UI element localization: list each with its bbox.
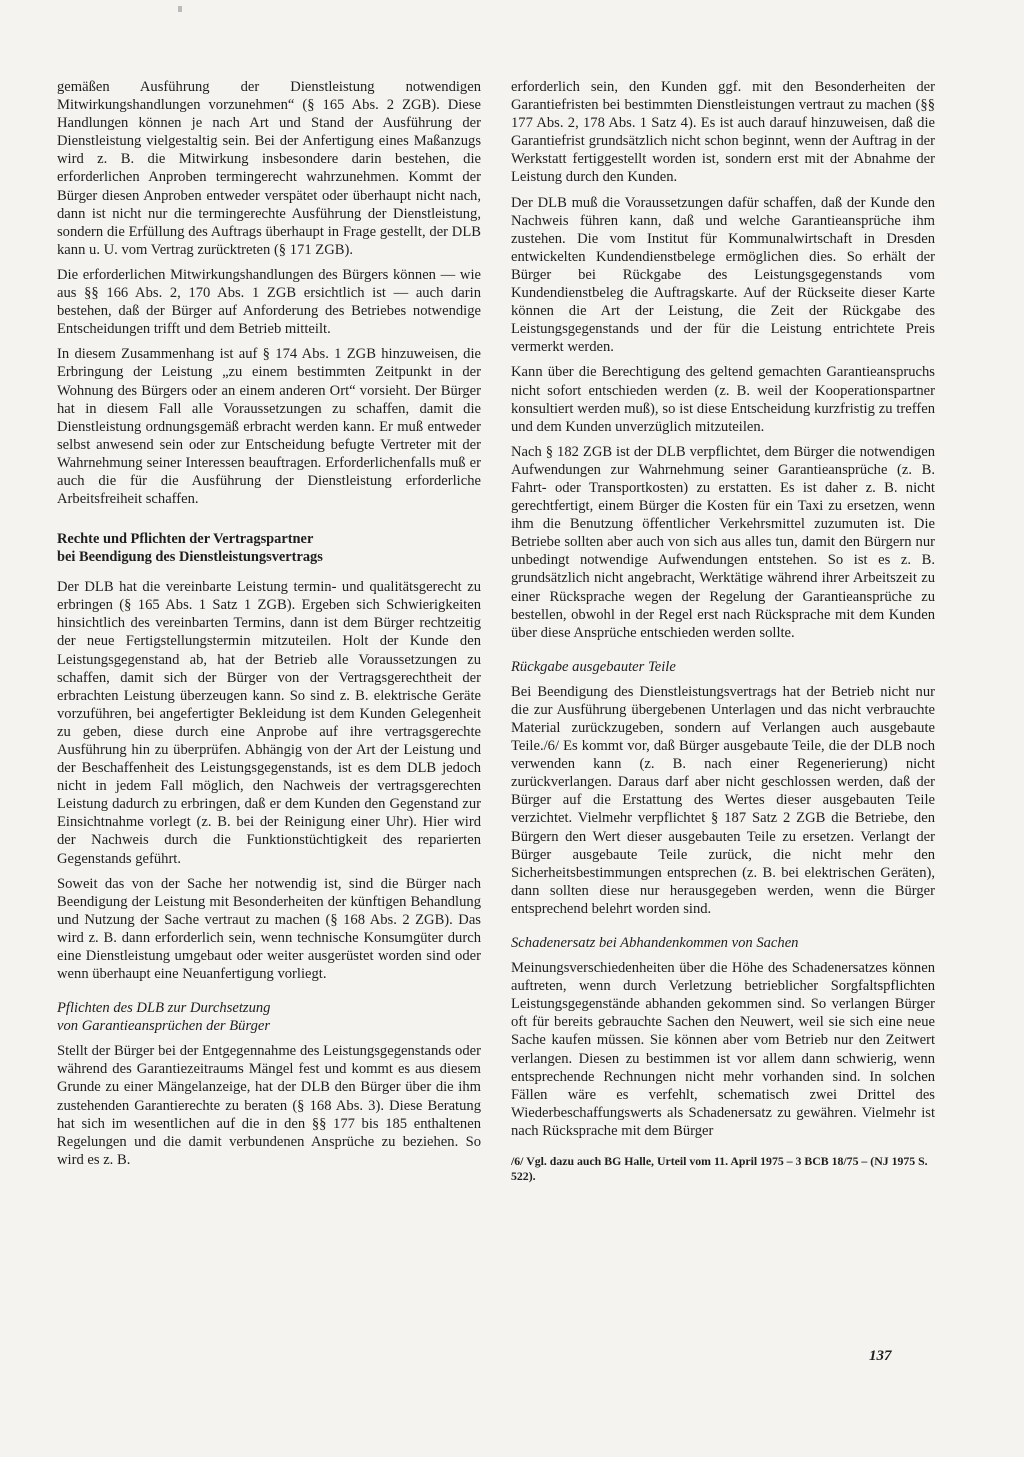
paragraph: Der DLB hat die vereinbarte Leistung termin- und qualitätsgerecht zu erbringen (§ 165 Abs. 1 Satz 1 ZGB). Ergeben sich Schwierigkeiten hinsichtlich des vereinbarten Termins, dann ist dem Bürger rechtzeitig der neue Fertigstellungstermin mitzuteilen. Holt der Kunde den Leistungsgegenstand ab, hat der Betrieb alle Voraussetzungen zu schaffen, damit sich der Bürger von der Vertragsgerechtheit der erbrachten Leistung überzeugen kann. So sind z. B. elektrische Geräte vorzuführen, bei angefertigter Bekleidung ist dem Kunden Gelegenheit zu geben, diese durch eine Anprobe auf ihre vertragsgerechte Ausführung hin zu überprüfen. Abhängig von der Art der Leistung und der Beschaffenheit des Leistungsgegenstands, ist es dem DLB jedoch nicht in jedem Fall möglich, den Nachweis der vertragsgerechten Leistung dadurch zu erbringen, daß er dem Kunden den Gegenstand zur Einsichtnahme vorlegt (z. B. bei der Reinigung einer Uhr). Hier wird der Nachweis durch die Funktionstüchtigkeit des reparierten Gegenstands geführt. bbox=[57, 579, 481, 867]
subsection-heading: Rückgabe ausgebauter Teile bbox=[511, 658, 676, 675]
subsection-heading bbox=[57, 999, 481, 1035]
paragraph: Kann über die Berechtigung des geltend gemachten Garantieanspruchs nicht sofort entschieden werden (z. B. weil der Kooperationspartner konsultiert werden muß), so ist diese Entscheidung kurzfristig zu treffen und dem Kunden unverzüglich mitzuteilen. bbox=[511, 364, 935, 435]
subsection-heading: Schadenersatz bei Abhandenkommen von Sachen bbox=[511, 935, 799, 952]
page-number: 137 bbox=[869, 1348, 892, 1364]
subsection-heading-line-2: von Garantieansprüchen der Bürger bbox=[57, 1018, 271, 1035]
paragraph: Soweit das von der Sache her notwendig ist, sind die Bürger nach Beendigung der Leistung mit Besonderheiten der künftigen Behandlung und Nutzung der Sache vertraut zu machen (§ 168 Abs. 2 ZGB). Das wird z. B. dann erforderlich sein, wenn technische Konsumgüter durch eine Dienstleistung umgebaut oder weiter ausgerüstet worden sind oder wenn überhaupt eine Neuanfertigung vorliegt. bbox=[57, 875, 481, 983]
right-column bbox=[511, 78, 935, 1184]
section-heading bbox=[57, 530, 481, 566]
paragraph: erforderlich sein, den Kunden ggf. mit den Besonderheiten der Garantiefristen bei bestimmten Dienstleistungen vertraut zu machen (§§ 177 Abs. 2, 178 Abs. 1 Satz 4). Es ist auch darauf hinzuweisen, daß die Garantiefrist grundsätzlich nicht schon beginnt, wenn der Auftrag in der Werkstatt fertiggestellt worden ist, sondern erst mit der Abnahme der Leistung durch den Kunden. bbox=[511, 79, 935, 186]
scan-artifact bbox=[178, 6, 182, 12]
paragraph: Bei Beendigung des Dienstleistungsvertrags hat der Betrieb nicht nur die zur Ausführung übergebenen Unterlagen und das nicht verbrauchte Material zurückzugeben, sondern auf Verlangen auch ausgebaute Teile./6/ Es kommt vor, daß Bürger ausgebaute Teile, die der DLB noch verwenden kann (z. B. nach einer Regenerierung) nicht zurückverlangen. Daraus darf aber nicht geschlossen werden, daß der Bürger auf die Erstattung des Wertes dieser ausgebauten Teile verzichtet. Vielmehr verpflichtet § 187 Satz 2 ZGB die Betriebe, den Bürgern den Wert dieser ausgebauten Teile zu ersetzen. Verlangt der Bürger ausgebaute Teile zurück, die nicht mehr den Sicherheitsbestimmungen entsprechen (z. B. bei elektrischen Geräten), dann sollten diese nur herausgegeben werden, wenn die Bürger entsprechend belehrt worden sind. bbox=[511, 683, 935, 917]
paragraph: Stellt der Bürger bei der Entgegennahme des Leistungsgegenstands oder während des Garantiezeitraums Mängel fest und kommt es aus diesem Grunde zu einer Mängelanzeige, hat der DLB den Bürger über die ihm zustehenden Garantierechte zu beraten (§ 168 Abs. 3). Diese Beratung hat sich im wesentlichen auf die in den §§ 177 bis 185 enthaltenen Regelungen und die damit verbundenen Ansprüche zu beziehen. So wird es z. B. bbox=[57, 1043, 481, 1168]
paragraph: Der DLB muß die Voraussetzungen dafür schaffen, daß der Kunde den Nachweis führen kann, daß und welche Garantieansprüche ihm zustehen. Die vom Institut für Kommunalwirtschaft in Dresden entwickelten Kundendienstbelege ermöglichen dies. So erhält der Bürger bei Rückgabe des Leistungsgegenstands vom Kundendienstbeleg die Auftragskarte. Auf der Rückseite dieser Karte können die Art der Leistung, die Zeit der Rückgabe des Leistungsgegenstands und der für die Leistung entrichtete Preis vermerkt werden. bbox=[511, 194, 935, 356]
section-heading-line-2: bei Beendigung des Dienstleistungsvertrags bbox=[57, 549, 323, 566]
paragraph: gemäßen Ausführung der Dienstleistung notwendigen Mitwirkungshandlungen vorzunehmen“ (§ 165 Abs. 2 ZGB). Diese Handlungen können je nach Art und Stand der Ausführung der Dienstleistung vielgestaltig sein. Bei der Anfertigung eines Maßanzugs wird z. B. die Mitwirkung insbesondere darin bestehen, die erforderlichen Anproben termingerecht wahrzunehmen. Kommt der Bürger diesen Anproben entweder verspätet oder überhaupt nicht nach, dann ist nicht nur die termingerechte Ausführung der Dienstleistung, sondern die Erfüllung des Auftrags überhaupt in Frage gestellt, der DLB kann u. U. vom Vertrag zurücktreten (§ 171 ZGB). bbox=[57, 79, 481, 258]
paragraph: Nach § 182 ZGB ist der DLB verpflichtet, dem Bürger die notwendigen Aufwendungen zur Wahrnehmung seiner Garantieansprüche (z. B. Fahrt- oder Transportkosten) zu erstatten. Es ist daher z. B. nicht gerechtfertigt, einem Bürger die Kosten für ein Taxi zu ersetzen, wenn ihm die Benutzung öffentlicher Verkehrsmittel zuzumuten ist. Die Betriebe sollten aber auch von sich aus alles tun, damit den Bürgern nur unbedingt notwendige Aufwendungen entstehen. So ist es z. B. grundsätzlich nicht angebracht, Werktätige während ihrer Arbeitszeit zu einer Rücksprache wegen der Regelung der Garantieansprüche zu bestellen, obwohl in der Regel erst nach Rücksprache mit dem Kunden über diese Ansprüche entschieden werden sollte. bbox=[511, 443, 935, 641]
subsection-heading-line-1: Pflichten des DLB zur Durchsetzung bbox=[57, 1000, 271, 1017]
left-column bbox=[57, 78, 481, 1176]
paragraph: In diesem Zusammenhang ist auf § 174 Abs. 1 ZGB hinzuweisen, die Erbringung der Leistung „zu einem bestimmten Zeitpunkt in der Wohnung des Bürgers oder an einem anderen Ort“ vorsieht. Der Bürger hat in diesem Fall alle Voraussetzungen zu schaffen, damit die Dienstleistung ordnungsgemäß erbracht werden kann. Er muß entweder selbst anwesend sein oder zur Entscheidung befugte Vertreter mit der Wahrnehmung seiner Interessen beauftragen. Erforderlichenfalls muß er auch die für die Ausführung der Dienstleistung erforderliche Arbeitsfreiheit schaffen. bbox=[57, 346, 481, 508]
section-heading-line-1: Rechte und Pflichten der Vertragspartner bbox=[57, 531, 314, 548]
paragraph: Die erforderlichen Mitwirkungshandlungen des Bürgers können — wie aus §§ 166 Abs. 2, 170 Abs. 1 ZGB ersichtlich ist — auch darin bestehen, daß der Bürger auf Anforderung des Betriebes notwendige Entscheidungen trifft und dem Betrieb mitteilt. bbox=[57, 266, 481, 338]
footnote: /6/ Vgl. dazu auch BG Halle, Urteil vom 11. April 1975 – 3 BCB 18/75 – (NJ 1975 S. 522). bbox=[511, 1153, 928, 1183]
paragraph: Meinungsverschiedenheiten über die Höhe des Schadenersatzes können auftreten, wenn durch Verletzung betrieblicher Sorgfaltspflichten Leistungsgegenstände abhanden gekommen sind. So verlangen Bürger oft für bereits gebrauchte Sachen den Neuwert, weil sie sich eine neue Sache kaufen müssen. Sie können aber vom Betrieb nur den Zeitwert verlangen. Diesen zu bestimmen ist vor allem dann schwierig, wenn entsprechende Rechnungen nicht mehr vorhanden sind. In solchen Fällen wäre es verfehlt, schematisch zwei Drittel des Wiederbeschaffungswerts als Schadenersatz zu gewähren. Vielmehr ist nach Rücksprache mit dem Bürger bbox=[511, 960, 935, 1139]
